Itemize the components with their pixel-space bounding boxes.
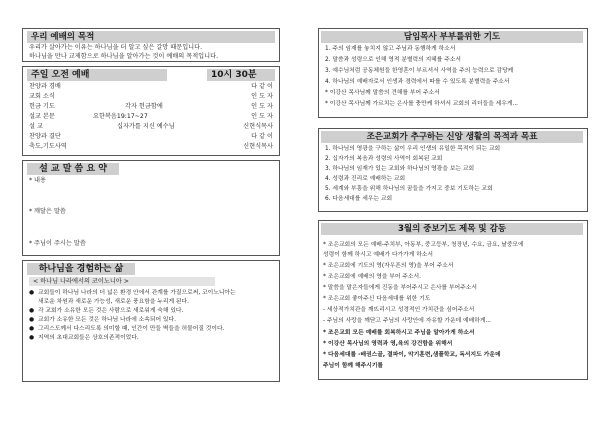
values-item: 5. 세계와 부흥을 위해 하나님의 꿈들을 가지고 중보 기도하는 교회 bbox=[325, 186, 493, 192]
order-leader: 인 도 자 bbox=[251, 113, 273, 120]
prayer-item: * 다음세대를 -배권스골, 결파이, 악기훈련,샘플학교, 독서지도 가운데 bbox=[323, 352, 501, 358]
order-leader: 인 도 자 bbox=[251, 103, 273, 110]
purpose-title: 우리 예배의 목적 bbox=[27, 31, 275, 43]
order-item: 찬양과 경배 bbox=[29, 83, 61, 90]
values-item: 2. 십자가의 복음과 성령의 사역이 회복된 교회 bbox=[325, 156, 443, 162]
experience-text: 지역의 초대교회들은 상호의존적이었다. bbox=[38, 335, 139, 341]
values-item: 3. 하나님의 임재가 있는 교회와 하나님의 영광을 보는 교회 bbox=[325, 166, 475, 172]
order-item: 찬양과 결단 bbox=[29, 133, 61, 140]
values-title: 조은교회가 추구하는 신앙 생활의 목적과 목표 bbox=[321, 131, 583, 143]
purpose-line: 우리가 살아가는 이유는 하나님을 더 알고 싶은 갈망 때문입니다. bbox=[29, 44, 203, 51]
experience-title: 하나님을 경험하는 삶 bbox=[27, 263, 135, 275]
experience-text: 새로운 차원과 새로운 가능성, 새로운 풍요함을 누리게 된다. bbox=[38, 299, 189, 305]
experience-text: 교회들이 하나님 나라의 더 넓은 환경 안에서 관계를 가질으로써, 코이노니아는 bbox=[38, 290, 236, 296]
values-section bbox=[318, 128, 588, 212]
experience-item: ● 지역의 초대교회들은 상호의존적이었다. bbox=[29, 335, 139, 341]
prayer-item: * 조은교회 좋아주신 다음세대를 위한 기도 bbox=[323, 296, 431, 302]
experience-text: 각 교회가 소유한 모든 것은 사람으로 새로워게 숙해 있다. bbox=[38, 308, 184, 314]
worship-time: 10시 30분 bbox=[207, 69, 275, 81]
order-leader: 신현식목사 bbox=[243, 123, 273, 130]
prayer-section bbox=[318, 220, 588, 380]
sermon-section bbox=[22, 160, 280, 256]
sermon-item: * 내용 bbox=[29, 177, 47, 184]
pastor-item: 3. 예수님처럼 공동체원들 한영혼이 부르셔서 사역을 주의 능력으로 감당케 bbox=[325, 68, 514, 74]
values-item: 1. 하나님의 영광을 구하는 삶이 우리 인생의 유일한 목적이 되는 교회 bbox=[325, 146, 501, 152]
prayer-item: 성령이 함께 하시고 예배가 다가가게 하소서 bbox=[323, 252, 434, 258]
worship-title: 주일 오전 예배 bbox=[27, 69, 167, 81]
experience-item bbox=[38, 298, 189, 307]
experience-subtitle: < 하나님 나라에서의 코이노니아 > bbox=[29, 277, 215, 286]
purpose-section bbox=[22, 28, 280, 62]
values-item: 4. 성령과 진리로 예배하는 교회 bbox=[325, 176, 406, 182]
prayer-item: * 조은교회에 예배의 영을 부어 주소서. bbox=[323, 274, 421, 280]
sermon-item: * 깨달은 말씀 bbox=[29, 208, 66, 215]
prayer-item: - 주님의 사랑을 깨닫고 주님의 사랑안에 자유할 가운데 예배하게... bbox=[323, 318, 491, 324]
order-item: 헌금 기도 bbox=[29, 103, 55, 110]
prayer-item: * 조은교회의 모든 예배-주치부, 아동부, 중고등부, 청장년, 수요, 금요, 날중모에 bbox=[323, 242, 524, 248]
order-leader: 신현식목사 bbox=[243, 143, 273, 150]
experience-section bbox=[22, 260, 280, 382]
experience-text: 그리스도께서 다스리도록 의미할 때, 인간이 만들 벽들을 허물어질 것이다. bbox=[38, 326, 225, 332]
purpose-line: 하나님을 만나 교제함으로 하나님을 알아가는 것이 예배의 목적입니다. bbox=[29, 53, 219, 60]
order-detail: 각자 헌금함에 bbox=[125, 103, 163, 110]
right-column bbox=[300, 0, 600, 424]
sermon-item: * 주님이 주시는 말씀 bbox=[29, 240, 86, 247]
pastor-item: * 이강산 목사님께 가르치는 은사를 충만케 하셔서 교회의 리더들을 세우게... bbox=[325, 101, 519, 107]
pastor-item: 2. 말씀과 성령으로 인해 영적 분별력의 지혜를 주소서 bbox=[325, 57, 462, 63]
experience-item: ● 교회들이 하나님 나라의 더 넓은 환경 안에서 관계를 가질으로써, 코이노니아는 bbox=[29, 290, 236, 296]
experience-text: 교회가 소유한 모든 것은 하나님 나라에 소속되어 있다. bbox=[38, 317, 176, 323]
order-leader: 인 도 자 bbox=[251, 93, 273, 100]
experience-item: ● 각 교회가 소유한 모든 것은 사람으로 새로워게 숙해 있다. bbox=[29, 308, 184, 314]
prayer-item: * 말씀을 말은자들에게 진동을 부어주시고 은사를 부어주소서 bbox=[323, 285, 477, 291]
order-item: 설 교 bbox=[29, 123, 43, 130]
experience-item: ● 그리스도께서 다스리도록 의미할 때, 인간이 만들 벽들을 허물어질 것이다. bbox=[29, 326, 225, 332]
prayer-item: * 이강산 목사님의 영력과 영,육의 강건함을 위해서 bbox=[323, 341, 453, 347]
pastor-item: 1. 주의 임재를 놓치지 않고 주님과 동행하게 하소서 bbox=[325, 46, 456, 52]
prayer-item: - 세상적가치관을 깨뜨리시고 성경적인 가치관을 심어주소서 bbox=[323, 307, 475, 313]
order-leader: 다 같 이 bbox=[251, 133, 273, 140]
order-leader: 다 같 이 bbox=[251, 83, 273, 90]
order-item: 설교 본문 bbox=[29, 113, 55, 120]
prayer-title: 3월의 중보기도 제목 및 감동 bbox=[321, 223, 583, 235]
prayer-item: * 조은교회에 기도의 영(자우픈의 영)을 부어 주소서 bbox=[323, 263, 454, 269]
order-item: 교회 소식 bbox=[29, 93, 55, 100]
prayer-item: * 조은교회 모든 예배를 회복하시고 주님을 알아가게 하소서 bbox=[323, 330, 475, 336]
worship-section bbox=[22, 66, 280, 156]
order-detail: 요한복음19:17~27 bbox=[93, 113, 148, 120]
pastor-section bbox=[318, 28, 588, 118]
order-item: 축도,기도사역 bbox=[29, 143, 67, 150]
sermon-title: 설 교 말 씀 요 약 bbox=[27, 163, 119, 175]
pastor-title: 담임목사 부부를위한 기도 bbox=[321, 31, 583, 43]
order-detail: 십자가를 지신 예수님 bbox=[117, 123, 175, 130]
pastor-item: * 이강산 목사님께 말씀의 견해를 부어 주소서 bbox=[325, 90, 440, 96]
pastor-item: 4. 하나님의 예배자로서 인생과 경력에서 따를 수 있도록 분별력을 주소서 bbox=[325, 79, 510, 85]
values-item: 6. 다음세대를 세우는 교회 bbox=[325, 196, 393, 202]
experience-item: ● 교회가 소유한 모든 것은 하나님 나라에 소속되어 있다. bbox=[29, 317, 176, 323]
prayer-item: 주님이 함께 해주시기를 bbox=[323, 363, 384, 369]
